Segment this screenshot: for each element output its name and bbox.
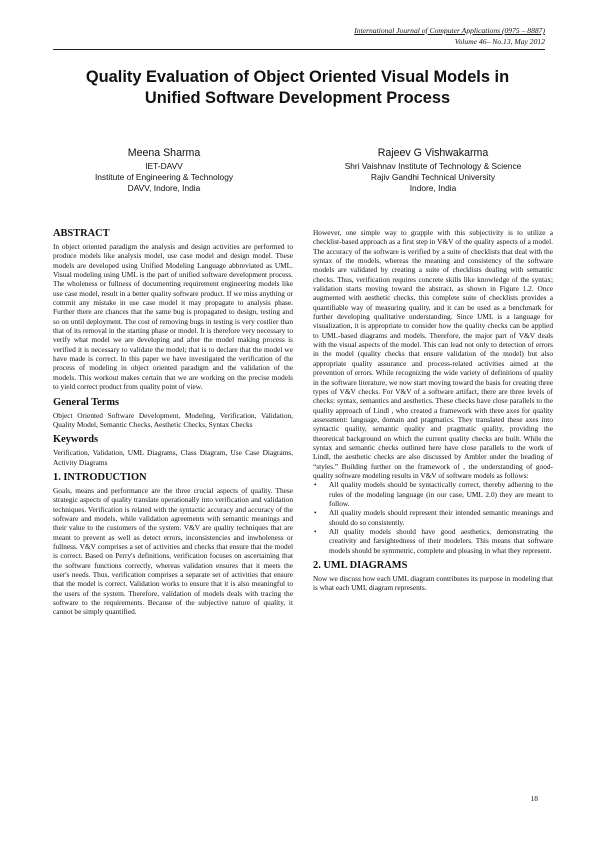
journal-header bbox=[354, 26, 545, 47]
quality-bullet-list bbox=[313, 480, 553, 555]
author-name: Meena Sharma bbox=[127, 147, 201, 159]
general-terms-text: Object Oriented Software Development, Modeling, Verification, Validation, Quality Model, Semantic Checks, Aesthetic Checks, Syntax Checks bbox=[53, 410, 293, 429]
journal-name: International Journal of Computer Applications (0975 – 8887) bbox=[354, 26, 545, 35]
page-number: 18 bbox=[530, 794, 538, 803]
header-rule bbox=[53, 49, 545, 50]
uml-diagrams-text: Now we discuss how each UML diagram contributes its purpose in modeling that is what each UML diagram represents. bbox=[313, 574, 553, 593]
abstract-text: In object oriented paradigm the analysis and design activities are performed to produce models like analysis model, use case model and design model. These models are developed using Unified Modeling Language abbreviated as UML. Visual modeling using UML is the part of unified software development process. The wholeness or fullness of documenting requirement engineering models like use case model, result in a better quality software product. If we miss anything or commit any mistake in use case model it may propagate to analysis phase. Further there are chances that the same bug is propagated to design, testing and so on until deployment. The cost of removing bugs in testing is very costlier than that of its removal in the starting phase or model. It is therefore very necessary to verify what model we are developing and after the model making process is verified it is necessary to validate the model; that is to declare that the model we have made is correct. In this paper we have investigated the verification of the process of modeling in object oriented paradigm and the validation of the models. This workout makes certain that we are working on the precise models to yield correct product from quality point of view. bbox=[53, 242, 293, 392]
author-block-2 bbox=[318, 147, 548, 194]
author-block-1 bbox=[60, 147, 268, 194]
author-affiliation: Rajiv Gandhi Technical University bbox=[370, 171, 496, 182]
paper-title bbox=[40, 67, 555, 109]
keywords-text: Verification, Validation, UML Diagrams, Class Diagram, Use Case Diagrams, Activity Diagrams bbox=[53, 448, 293, 467]
right-column bbox=[313, 228, 553, 593]
author-affiliation: Indore, India bbox=[409, 182, 457, 193]
author-affiliation: DAVV, Indore, India bbox=[127, 182, 201, 193]
author-name: Rajeev G Vishwakarma bbox=[377, 147, 489, 159]
list-item: • All quality models should represent their intended semantic meanings and should do so consistently. bbox=[329, 508, 553, 527]
left-column bbox=[53, 228, 293, 617]
list-item: • All quality models should have good aesthetics, demonstrating the creativity and farsightedness of their modelers. This means that software models should be symmetric, complete and pleasing in what they represent. bbox=[329, 527, 553, 555]
abstract-heading: ABSTRACT bbox=[53, 228, 110, 239]
title-line-2: Unified Software Development Process bbox=[144, 89, 451, 107]
author-affiliation: Shri Vaishnav Institute of Technology & Science bbox=[344, 160, 522, 171]
introduction-text: Goals, means and performance are the three crucial aspects of quality. These strategic aspects of quality translate operationally into verification and validation techniques. Verification is related with the syntactic accuracy and accuracy of the software and models, while validation agreements with semantic meanings and their value to the customers of the system. V&V are quality techniques that are meant to prevent as well as detect errors, inconsistencies and inwholeness or fullness. V&V comprises a set of activities and checks that ensure that the model is correct. Based on Perry's definitions, verification focuses on ascertaining that the software functions correctly, whereas validation ensures that it meets the user's needs. Thus, verification comprises a separate set of activities that ensure that the model is correct. Validation works to ensure that it is also meaningful to the users of the system. Therefore, validation of models deals with tracing the software to the requirements. Because of the subjective nature of quality, it cannot be simply quantified. bbox=[53, 485, 293, 617]
list-item: • All quality models should be syntactically correct, thereby adhering to the rules of the modeling language (in our case, UML 2.0) they are meant to follow. bbox=[329, 480, 553, 508]
author-affiliation: IET-DAVV bbox=[145, 160, 183, 171]
introduction-heading: 1. INTRODUCTION bbox=[53, 471, 147, 483]
uml-diagrams-heading: 2. UML DIAGRAMS bbox=[313, 560, 408, 572]
general-terms-heading: General Terms bbox=[53, 396, 120, 408]
journal-volume: Volume 46– No.13, May 2012 bbox=[454, 36, 545, 46]
keywords-heading: Keywords bbox=[53, 434, 99, 446]
author-affiliation: Institute of Engineering & Technology bbox=[94, 171, 234, 182]
title-line-1: Quality Evaluation of Object Oriented Visual Models in bbox=[85, 68, 510, 86]
body-paragraph: However, one simple way to grapple with this subjectivity is to utilize a checklist-based approach as a first step in V&V of the quality aspects of a model. The accuracy of the software is verified by a suite of checklists that deal with the syntax of the models, whereas the meaning and consistency of the software models are validated by creating a suite of checklists dealing with semantic checks. Thus, verification requires concrete skills like knowledge of the syntax; validation starts moving toward the abstract, as shown in Figure 1.2. Once augmented with aesthetic checks, this complete suite of checklists provides a quantifiable way of measuring quality, and it can be used as a benchmark for further developing qualitative understanding. Since UML is a language for visualization, it is appropriate to consider how the quality checks can be applied to UML-based diagrams and models. Therefore, the major part of V&V deals with the visual aspects of the model. This can lead not only to detection of errors in the model (quality checks that ensure validation of the model) but also appropriate quality assurance and process-related activities aimed at the prevention of errors. While recognizing the wide variety of definitions of quality in the software literature, we now start moving toward the basis for creating three types of V&V checks. For V&V of a software artifact, there are three levels of checks: syntax, semantics and aesthetics. These checks have close parallels to the quality approach of Lindl , who created a framework with three axes for quality assessment: language, domain and pragmatics. They translated these axes into syntactic quality, semantic quality and pragmatic quality, providing the theoretical background on which the current quality checks are built. While the syntax and semantic checks outlined here have close parallels to the work of Lindl, the aesthetic checks are also discussed by Ambler under the heading of “styles.” Building further on the framework of , the understanding of good-quality software modeling results in V&V of software models as follows: bbox=[313, 228, 553, 480]
